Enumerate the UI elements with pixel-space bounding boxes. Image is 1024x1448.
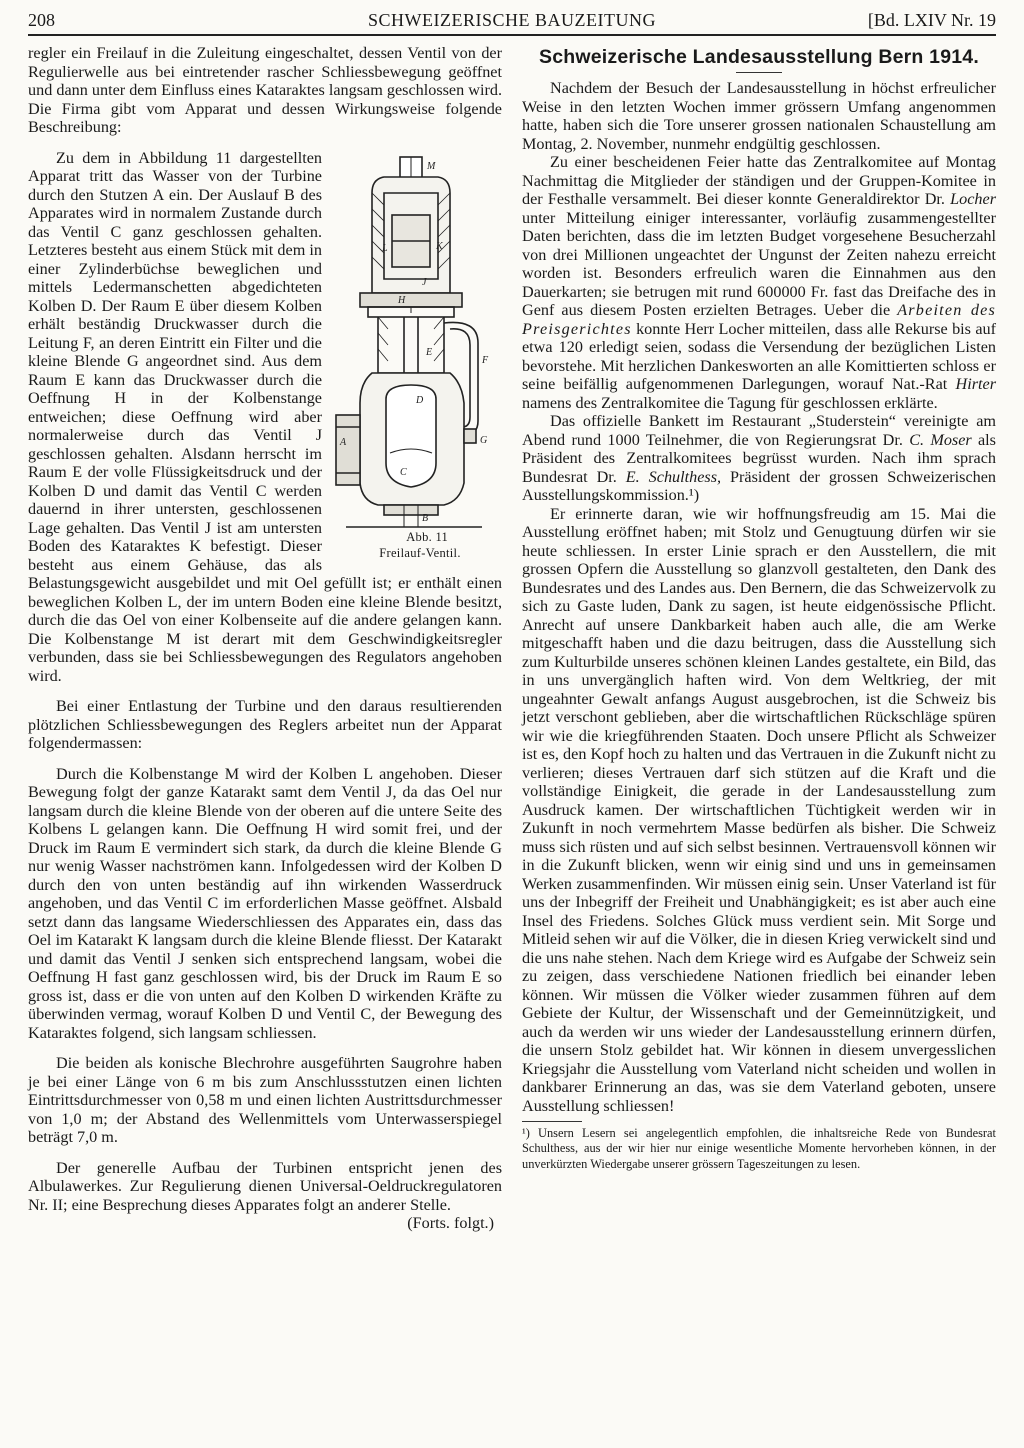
right-paragraph-2-d: namens des Zentralkomitee die Tagung für geschlossen erklärte. (522, 393, 938, 412)
right-paragraph-3-a: Das offizielle Bankett im Restaurant „Studerstein“ vereinigte am Abend rund 1000 Teilnehmer, die von Regierungsrat Dr. (522, 412, 996, 449)
name-moser: C. Moser (909, 430, 972, 449)
left-paragraph-6: Der generelle Aufbau der Turbinen entspricht jenen des Albulawerkes. Zur Regulierung dienen Universal-Oeldruckregulatoren Nr. II; eine Besprechung dieses Apparates folgt an anderer Stelle. (28, 1158, 502, 1214)
svg-text:M: M (427, 160, 436, 172)
left-paragraph-1: regler ein Freilauf in die Zuleitung eingeschaltet, dessen Ventil von der Regulierwelle aus bei eintretender rascher Schliessbewegung geöffnet und dann unter dem Einfluss eines Kataraktes langsam geschlossen wird. Die Firma gibt vom Apparat und dessen Wirkungsweise folgende Beschreibung: (28, 44, 502, 136)
issue-label: [Bd. LXIV Nr. 19 (867, 10, 996, 30)
right-paragraph-4: Er erinnerte daran, wie wir hoffnungsfreudig am 15. Mai die Ausstellung eröffnet haben; mit Stolz und Genugtuung dürfen wir sie heute schliessen. In erster Linie sprach er den Ausstellern, die mit grossen Opfern die Ausstellung so glanzvoll gestalteten, den Dank des Bundesrates und des Landes aus. Den Bernern, die das Schweizervolk zu sich zu Gaste luden, Dank zu sagen, ist heute eidgenössische Pflicht. Anrecht auf unsere Dankbarkeit haben auch alle, die am Werke mitgeschafft haben und die dazu beitrugen, dass die Ausstellung sich zum Kulturbilde unseres schönen kleinen Landes gestaltete, ein Bild, das in uns unvergänglich haften wird. Von dem Weltkrieg, der mit ungeahnter Gewalt anfangs August ausgebrochen, ist die Schweiz bis jetzt verschont geblieben, aber die wirtschaftlichen Rückschläge spüren wir wie die kriegführenden Staaten. Doch unsere Pflicht als Schweizer ist es, den Kopf hoch zu halten und das Vertrauen in die Zukunft nicht zu verlieren; dieses Vertrauen darf sich stützen auf die Kraft und die vollständige Einigkeit, die gerade in der Landesausstellung zum Ausdruck kamen. Der wirtschaftlichen Tüchtigkeit werden wir in Zukunft in noch vermehrtem Masse bedürfen als bisher. Die Schweiz muss sich rüsten und auf sich selbst besinnen. Vertrauensvoll können wir in die Zukunft blicken, wenn wir einig sind und uns in gemeinsamen Werken zusammenfinden. Wir müssen einig sein. Unser Vaterland ist für uns der Inbegriff der Freiheit und Unabhängigkeit; es ist aber auch eine Insel des Friedens. Solches Glück muss verdient sein. Mit Sorge und Mitleid sehen wir auf die Völker, die in diesen Krieg verwickelt sind und die uns nahe stehen. Nach dem Kriege wird es Aufgabe der Schweiz sein zu zeigen, dass verschiedene Nationen friedlich bei einander leben können. Wir müssen die Völker wieder zusammen führen auf dem Gebiete der Kultur, der Wissenschaft und der Gemeinnützigkeit, und auch da werden wir uns wieder der Landesausstellung erinnern dürfen, die unsern Stolz gebildet hat. Wir können in diesem unvergesslichen Kriegsjahr die Ausstellung vom Vaterland nicht scheiden und wollen in dankbarer Erinnerung an das, was sie dem Vaterland geboten, unsere Ausstellung schliessen! (522, 504, 996, 1115)
left-column (28, 44, 502, 1233)
right-paragraph-3-c: Präsident der grossen Schweizerischen Ausstellungskommission.¹) (522, 467, 997, 504)
svg-text:C: C (400, 466, 407, 478)
continued-note: (Forts. folgt.) (407, 1214, 494, 1232)
svg-text:G: G (480, 434, 488, 446)
svg-text:D: D (416, 394, 424, 406)
left-paragraph-5: Die beiden als konische Blechrohre ausgeführten Saugrohre haben je bei einer Länge von 6 m bis zum Anschlussstutzen einen lichten Eintrittsdurchmesser von 0,58 m und einen lichten Austrittsdurchmesser von 1,0 m; der Abstand des Wellenmittels vom Unterwasserspiegel beträgt 7,0 m. (28, 1054, 502, 1146)
svg-text:E: E (426, 346, 433, 358)
figure-freilauf-ventil (332, 153, 502, 561)
page-number: 208 (28, 10, 55, 30)
journal-title: SCHWEIZERISCHE BAUZEITUNG (368, 10, 656, 30)
svg-text:L: L (382, 242, 388, 254)
right-column (522, 44, 996, 1172)
valve-drawing (332, 153, 502, 538)
svg-text:A: A (340, 436, 347, 448)
svg-text:B: B (422, 512, 429, 524)
right-paragraph-2-c: konnte Herr Locher mitteilen, dass alle Rekurse bis auf etwa 120 erledigt seien, sodass die Versendung der bezüglichen Listen bevorstehe. Mit herzlichen Dankesworten an alle Komittierten schloss er seine beifällig aufgenommenen Darlegungen, worauf Nat.-Rat (522, 319, 996, 393)
right-paragraph-3 (522, 412, 996, 505)
svg-text:K: K (436, 240, 443, 252)
left-paragraph-2-text: Zu dem in Abbildung 11 dargestellten Apparat tritt das Wasser von der Turbine durch den Stutzen A ein. Der Auslauf B des Apparates wird in normalem Zustande durch das Ventil C ganz geschlossen gehalten. Letzteres besteht aus einem Stück mit dem in einer Zylinderbüchse beweglichen und mittels Ledermanschetten abgedichteten Kolben D. Der Raum E über diesem Kolben erhält beständig Druckwasser durch die Leitung F, an deren Eintritt ein Filter und die kleine Blende G angeordnet sind. Aus dem Raum E kann das Druckwasser durch die Oeffnung H in der Kolbenstange entweichen; diese Oeffnung wird aber normalerweise durch das Ventil J geschlossen gehalten. Alsdann herrscht im Raum E der volle Flüssigkeitsdruck und der Kolben D und damit das Ventil C werden dauernd in ihrer untersten, geschlossenen Lage gehalten. Das Ventil J ist am untersten Boden des Kataraktes K befestigt. Dieser besteht aus einem Gehäuse, das als Belastungsgewicht ausgebildet und mit Oel gefüllt ist; er enthält einen beweglichen Kolben L, der im untern Boden eine kleine Blende besitzt, durch die das Oel von einer Kolbenseite auf die andere gelangen kann. Die Kolbenstange M ist derart mit dem Geschwindigkeitsregler verbunden, dass sie bei Schliessbewegungen des Regulators angehoben wird. (28, 148, 502, 685)
right-paragraph-3-b: als Präsident des Zentralkomitees begrüsst wurden. Nach ihm sprach Bundesrat Dr. (522, 430, 996, 486)
name-hirter: Hirter (955, 375, 996, 393)
left-paragraph-3: Bei einer Entlastung der Turbine und den daraus resultierenden plötzlichen Schliessbewegungen des Reglers arbeitet nun der Apparat folgendermassen: (28, 697, 502, 752)
left-paragraph-2 (28, 149, 502, 686)
figure-caption-text: Freilauf-Ventil. (379, 545, 461, 560)
right-paragraph-2 (522, 153, 996, 412)
running-header (28, 6, 996, 34)
footnote-rule (522, 1121, 582, 1122)
name-locher: Locher (950, 190, 996, 208)
figure-caption (310, 529, 502, 561)
svg-text:H: H (398, 294, 406, 306)
footnote: ¹) Unsern Lesern sei angelegentlich empfohlen, die inhaltsreiche Rede von Bundesrat Schulthess, aus der wir hier nur einige wesentliche Momente hervorheben können, in der unverkürzten Wiedergabe unserer grössern Tageszeitungen zu lesen. (522, 1126, 996, 1171)
name-schulthess: E. Schulthess, (625, 467, 722, 486)
arbeiten-des-preisgerichtes: Arbeiten des Preisgerichtes (522, 301, 997, 338)
article-title: Schweizerische Landesausstellung Bern 1914. (539, 46, 979, 68)
figure-caption-number: Abb. 11 (406, 529, 449, 544)
svg-text:F: F (482, 354, 489, 366)
left-paragraph-4: Durch die Kolbenstange M wird der Kolben L angehoben. Dieser Bewegung folgt der ganze Katarakt samt dem Ventil J, da das Oel nur langsam durch die kleine Blende von der oberen auf die untere Seite des Kolbens L gelangen kann. Die Oeffnung H wird somit frei, und der Druck im Raum E vermindert sich stark, da durch die kleine Blende G nur wenig Wasser nachströmen kann. Infolgedessen wird der Kolben D durch den von unten beständig auf ihn wirkenden Wasserdruck angehoben, und das Ventil C im erforderlichen Masse geöffnet. Alsbald setzt dann das langsame Wiederschliessen des Apparates ein, dass das Oel im Katarakt K langsam durch die kleine Blende fliesst. Der Katarakt und damit das Ventil J senken sich entsprechend langsam, wobei die Oeffnung H fast ganz geschlossen wird, bis der Druck im Raum E so gross ist, dass er die von unten auf den Kolben D wirkenden Kräfte zu überwinden vermag, worauf Kolben D und Ventil C, der Bewegung des Kataraktes folgend, sich langsam schliessen. (28, 764, 502, 1042)
title-rule (736, 72, 782, 73)
svg-text:J: J (422, 276, 427, 288)
right-paragraph-1: Nachdem der Besuch der Landesausstellung in höchst erfreulicher Weise in den letzten Wochen immer grössern Umfang angenommen hatte, haben sich die Tore unserer grossen nationalen Schaustellung am Montag, 2. November, nunmehr endgültig geschlossen. (522, 79, 996, 153)
right-paragraph-2-a: Zu einer bescheidenen Feier hatte das Zentralkomitee auf Montag Nachmittag die Mitglieder der ständigen und der Gruppen-Komitee in der Festhalle versammelt. Bei dieser konnte Generaldirektor Dr. (522, 153, 996, 208)
right-paragraph-2-b: unter Mitteilung einiger interessanter, vorläufig zusammengestellter Daten berichten, dass die im letzten Budget vorgesehene Besucherzahl von drei Millionen ungeachtet der Ungunst der Zeiten nahezu erreicht worden ist. Besonders erfreulich waren die Einnahmen aus den Dauerkarten; sie betrugen mit rund 600000 Fr. fast das Dreifache des in Genf aus diesem Posten erzielten Betrages. Ueber die (522, 208, 996, 319)
header-rule (28, 34, 996, 36)
